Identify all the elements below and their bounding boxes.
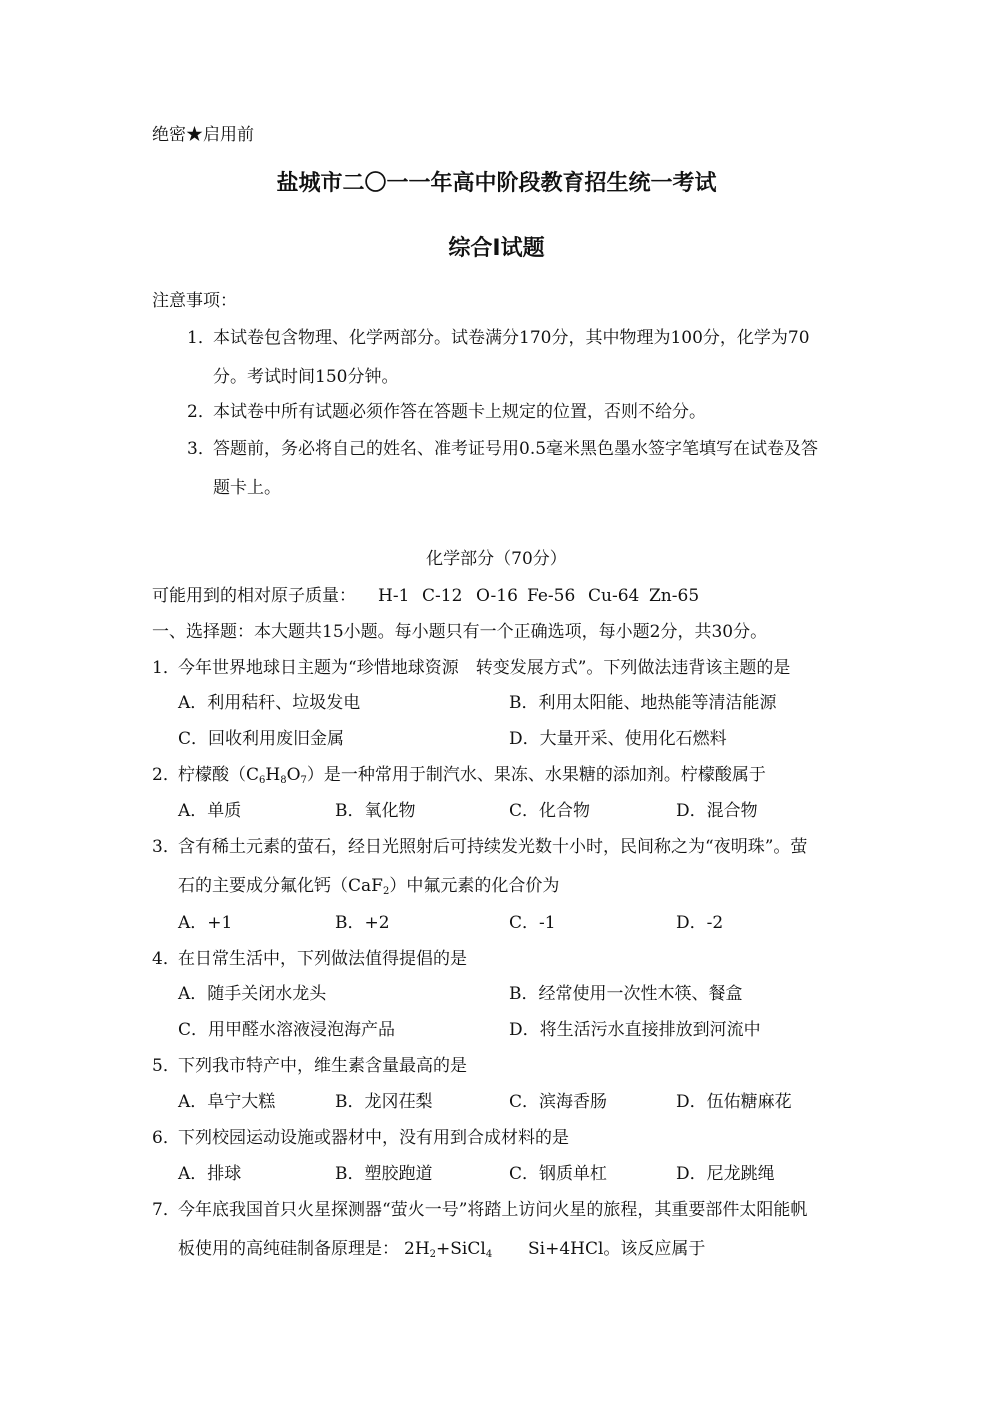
eq-left-sub1: 2: [429, 1249, 437, 1260]
question-3-option-d: D．-2: [676, 913, 724, 933]
atomic-mass-fe: Fe-56: [527, 586, 576, 606]
question-2-sub-c: 6: [259, 775, 266, 786]
question-1-option-c: C．回收利用废旧金属: [178, 729, 345, 749]
question-4-text: 在日常生活中，下列做法值得提倡的是: [178, 949, 467, 969]
notice-heading: 注意事项：: [152, 291, 237, 311]
part1-header: 一、选择题：本大题共15小题。每小题只有一个正确选项，每小题2分，共30分。: [152, 622, 768, 642]
question-2-option-b: B．氧化物: [335, 801, 416, 821]
question-6-text: 下列校园运动设施或器材中，没有用到合成材料的是: [178, 1128, 569, 1148]
question-1-option-a: A．利用秸秆、垃圾发电: [178, 693, 361, 713]
question-5-option-d: D．伍佑糖麻花: [676, 1092, 792, 1112]
notice-item-1-line2: 分。考试时间150分钟。: [213, 367, 399, 387]
question-5-text: 下列我市特产中，维生素含量最高的是: [178, 1056, 467, 1076]
question-7-number: 7．: [152, 1200, 180, 1220]
question-6-number: 6．: [152, 1128, 180, 1148]
question-7-equation-left: [404, 1238, 492, 1260]
question-6-option-d: D．尼龙跳绳: [676, 1164, 775, 1184]
atomic-mass-zn: Zn-65: [649, 586, 700, 606]
question-3-option-c: C．-1: [509, 913, 556, 933]
question-2-option-c: C．化合物: [509, 801, 591, 821]
question-2-text-post: ）是一种常用于制汽水、果冻、水果糖的添加剂。柠檬酸属于: [306, 765, 766, 785]
notice-item-2-line1: 本试卷中所有试题必须作答在答题卡上规定的位置，否则不给分。: [213, 402, 706, 422]
exam-title: 盐城市二〇一一年高中阶段教育招生统一考试: [276, 171, 717, 196]
question-3-number: 3．: [152, 837, 180, 857]
atomic-mass-label: 可能用到的相对原子质量：: [152, 586, 356, 606]
question-3-line2-post: ）中氟元素的化合价为: [389, 876, 560, 896]
question-5-number: 5．: [152, 1056, 180, 1076]
eq-left-a: 2H: [404, 1239, 430, 1259]
question-6-option-b: B．塑胶跑道: [335, 1164, 433, 1184]
question-5-option-b: B．龙冈茌梨: [335, 1092, 433, 1112]
question-1-option-d: D．大量开采、使用化石燃料: [509, 729, 727, 749]
question-4-option-c: C．用甲醛水溶液浸泡海产品: [178, 1020, 396, 1040]
question-3-sub: 2: [382, 886, 390, 897]
notice-item-3-num: 3．: [187, 439, 215, 459]
atomic-mass-o: O-16: [476, 586, 518, 606]
atomic-mass-h: H-1: [378, 586, 410, 606]
eq-left-b: +SiCl: [436, 1239, 486, 1259]
question-7-line2-pre: 板使用的高纯硅制备原理是：: [178, 1239, 399, 1259]
question-6-option-c: C．钢质单杠: [509, 1164, 608, 1184]
question-7-equation-right: [528, 1238, 705, 1260]
question-2-text: [178, 764, 766, 786]
question-1-text: 今年世界地球日主题为“珍惜地球资源 转变发展方式”。下列做法违背该主题的是: [178, 658, 791, 678]
question-4-number: 4．: [152, 949, 180, 969]
chemistry-section-title: 化学部分（70分）: [426, 549, 567, 569]
question-3-line2: [178, 875, 559, 897]
question-2-text-pre: 柠檬酸（C: [178, 765, 260, 785]
question-2-option-d: D．混合物: [676, 801, 758, 821]
notice-item-1-num: 1．: [187, 328, 215, 348]
question-7-line1: 今年底我国首只火星探测器“萤火一号”将踏上访问火星的旅程，其重要部件太阳能帆: [178, 1200, 808, 1220]
eq-left-sub2: 4: [485, 1249, 493, 1260]
question-5-option-c: C．滨海香肠: [509, 1092, 608, 1112]
question-3-line2-pre: 石的主要成分氟化钙（CaF: [178, 876, 383, 896]
question-4-option-b: B．经常使用一次性木筷、餐盒: [509, 984, 743, 1004]
question-2-sub-h: 8: [280, 775, 287, 786]
question-4-option-d: D．将生活污水直接排放到河流中: [509, 1020, 761, 1040]
question-2-text-h: H: [265, 765, 281, 785]
question-1-option-b: B．利用太阳能、地热能等清洁能源: [509, 693, 777, 713]
notice-item-3-line1: 答题前，务必将自己的姓名、准考证号用0.5毫米黑色墨水签字笔填写在试卷及答: [213, 439, 819, 459]
question-1-number: 1．: [152, 658, 180, 678]
question-3-option-b: B．+2: [335, 913, 390, 933]
question-2-text-o: O: [286, 765, 301, 785]
question-4-option-a: A．随手关闭水龙头: [178, 984, 327, 1004]
question-7-line2-post: 。该反应属于: [603, 1239, 706, 1259]
question-2-sub-o: 7: [300, 775, 307, 786]
atomic-mass-cu: Cu-64: [588, 586, 640, 606]
confidential-label: 绝密★启用前: [152, 125, 254, 145]
question-3-option-a: A．+1: [178, 913, 233, 933]
question-2-number: 2．: [152, 765, 180, 785]
question-5-option-a: A．阜宁大糕: [178, 1092, 276, 1112]
notice-item-2-num: 2．: [187, 402, 215, 422]
atomic-mass-c: C-12: [422, 586, 463, 606]
question-3-line1: 含有稀土元素的萤石，经日光照射后可持续发光数十小时，民间称之为“夜明珠”。萤: [178, 837, 808, 857]
question-6-option-a: A．排球: [178, 1164, 242, 1184]
notice-item-3-line2: 题卡上。: [213, 478, 281, 498]
eq-right: Si+4HCl: [528, 1239, 604, 1259]
notice-item-1-line1: 本试卷包含物理、化学两部分。试卷满分170分，其中物理为100分，化学为70: [213, 328, 810, 348]
question-2-option-a: A．单质: [178, 801, 242, 821]
exam-subtitle: 综合Ⅰ试题: [448, 236, 545, 261]
